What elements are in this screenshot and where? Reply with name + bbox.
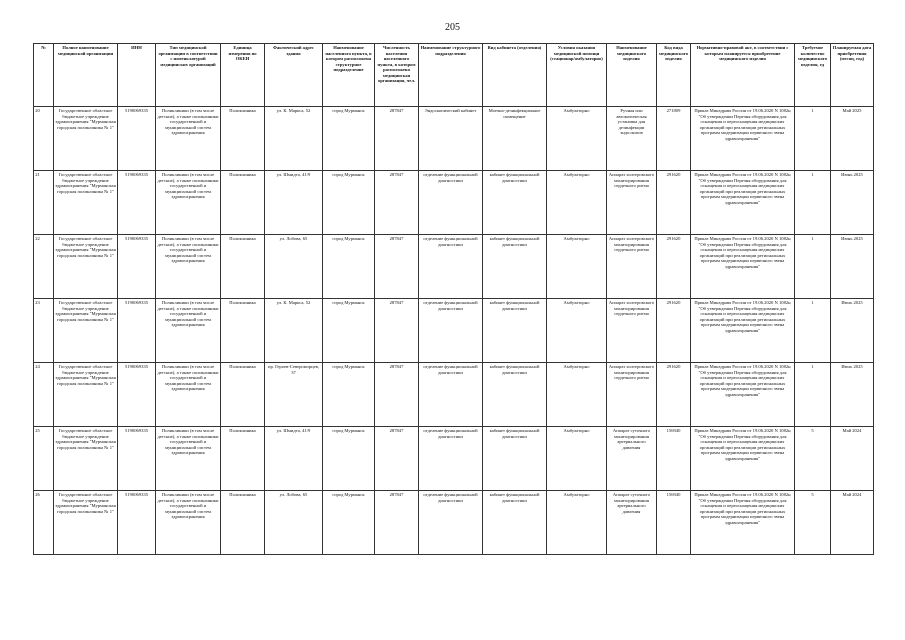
cell-cabinet: кабинет функциональной диагностики bbox=[483, 171, 547, 235]
cell-unit: Поликлиника bbox=[221, 235, 265, 299]
cell-org-type: Поликлиники (в том числе детские), а также поликлиники государственной и муниципальной систем здравоохранения bbox=[156, 299, 221, 363]
cell-cabinet: Моечно-дезинфекционное помещение bbox=[483, 107, 547, 171]
table-row bbox=[34, 299, 874, 363]
cell-unit: Поликлиника bbox=[221, 299, 265, 363]
cell-address: ул. Лобова, 65 bbox=[265, 235, 323, 299]
cell-conditions: Амбулаторно bbox=[547, 107, 607, 171]
column-header-unit: Единица измерения по ОКЕИ bbox=[221, 44, 265, 107]
cell-number: 20 bbox=[34, 107, 54, 171]
cell-inn: 5190069335 bbox=[118, 299, 156, 363]
cell-quantity: 1 bbox=[795, 363, 831, 427]
cell-device: Ручная или автоматическая установка для дезинфекции эндоскопов bbox=[607, 107, 657, 171]
cell-locality: город Мурманск bbox=[323, 427, 375, 491]
cell-legal-act: Приказ Минздрава России от 19.06.2020 N 1082н "Об утверждении Перечня оборудования для оснащения и переоснащения медицинских организаций при реализации региональных программ модернизации первичного звена здравоохранения" bbox=[691, 427, 795, 491]
column-header-org-type: Тип медицинской организации в соответствии с номенклатурой медицинских организаций bbox=[156, 44, 221, 107]
cell-unit: Поликлиника bbox=[221, 171, 265, 235]
cell-legal-act: Приказ Минздрава России от 19.06.2020 N 1082н "Об утверждении Перечня оборудования для оснащения и переоснащения медицинских организаций при реализации региональных программ модернизации первичного звена здравоохранения" bbox=[691, 363, 795, 427]
cell-address: ул. К. Маркса, 52 bbox=[265, 299, 323, 363]
cell-address: ул. Шмидта, 41/9 bbox=[265, 171, 323, 235]
cell-population: 287847 bbox=[375, 171, 419, 235]
cell-unit: Поликлиника bbox=[221, 427, 265, 491]
table-header bbox=[34, 44, 874, 107]
cell-inn: 5190069335 bbox=[118, 427, 156, 491]
cell-date: Июль 2025 bbox=[831, 299, 874, 363]
equipment-table bbox=[33, 43, 874, 555]
cell-locality: город Мурманск bbox=[323, 491, 375, 555]
cell-number: 21 bbox=[34, 171, 54, 235]
cell-date: Май 2024 bbox=[831, 427, 874, 491]
cell-conditions: Амбулаторно bbox=[547, 491, 607, 555]
cell-device-code: 291620 bbox=[657, 235, 691, 299]
column-header-locality: Наименование населенного пункта, в котором расположена структурное подразделение bbox=[323, 44, 375, 107]
cell-org-type: Поликлиники (в том числе детские), а также поликлиники государственной и муниципальной систем здравоохранения bbox=[156, 427, 221, 491]
cell-quantity: 1 bbox=[795, 171, 831, 235]
cell-number: 26 bbox=[34, 491, 54, 555]
cell-quantity: 5 bbox=[795, 427, 831, 491]
cell-address: ул. Шмидта, 41/9 bbox=[265, 427, 323, 491]
cell-inn: 5190069335 bbox=[118, 363, 156, 427]
column-header-number: № bbox=[34, 44, 54, 107]
cell-org-type: Поликлиники (в том числе детские), а также поликлиники государственной и муниципальной систем здравоохранения bbox=[156, 235, 221, 299]
table-row bbox=[34, 235, 874, 299]
cell-conditions: Амбулаторно bbox=[547, 427, 607, 491]
column-header-organization: Полное наименование медицинской организации bbox=[54, 44, 118, 107]
column-header-date: Планируемая дата приобретения (месяц, год) bbox=[831, 44, 874, 107]
cell-org-type: Поликлиники (в том числе детские), а также поликлиники государственной и муниципальной систем здравоохранения bbox=[156, 107, 221, 171]
cell-device: Аппарат холтеровского мониторирования сердечного ритма bbox=[607, 171, 657, 235]
column-header-division: Наименование структурного подразделения bbox=[419, 44, 483, 107]
column-header-inn: ИНН bbox=[118, 44, 156, 107]
cell-division: отделение функциональной диагностики bbox=[419, 427, 483, 491]
cell-quantity: 1 bbox=[795, 299, 831, 363]
table-row bbox=[34, 171, 874, 235]
cell-locality: город Мурманск bbox=[323, 363, 375, 427]
column-header-cabinet: Вид кабинета (отделения) bbox=[483, 44, 547, 107]
cell-population: 287847 bbox=[375, 107, 419, 171]
column-header-device: Наименование медицинского изделия bbox=[607, 44, 657, 107]
table-row bbox=[34, 107, 874, 171]
cell-address: ул. Лобова, 65 bbox=[265, 491, 323, 555]
cell-population: 287847 bbox=[375, 235, 419, 299]
cell-unit: Поликлиника bbox=[221, 491, 265, 555]
cell-conditions: Амбулаторно bbox=[547, 363, 607, 427]
cell-date: Июнь 2025 bbox=[831, 235, 874, 299]
cell-inn: 5190069335 bbox=[118, 235, 156, 299]
table-row bbox=[34, 491, 874, 555]
cell-legal-act: Приказ Минздрава России от 19.06.2020 N 1082н "Об утверждении Перечня оборудования для оснащения и переоснащения медицинских организаций при реализации региональных программ модернизации первичного звена здравоохранения" bbox=[691, 235, 795, 299]
cell-population: 287847 bbox=[375, 427, 419, 491]
cell-cabinet: кабинет функциональной диагностики bbox=[483, 299, 547, 363]
cell-conditions: Амбулаторно bbox=[547, 171, 607, 235]
cell-number: 23 bbox=[34, 299, 54, 363]
cell-number: 22 bbox=[34, 235, 54, 299]
table-row bbox=[34, 363, 874, 427]
cell-quantity: 1 bbox=[795, 107, 831, 171]
cell-unit: Поликлиника bbox=[221, 363, 265, 427]
cell-population: 287847 bbox=[375, 491, 419, 555]
cell-date: Май 2024 bbox=[831, 491, 874, 555]
cell-number: 24 bbox=[34, 363, 54, 427]
cell-device-code: 291620 bbox=[657, 171, 691, 235]
cell-unit: Поликлиника bbox=[221, 107, 265, 171]
cell-inn: 5190069335 bbox=[118, 171, 156, 235]
cell-date: Июнь 2025 bbox=[831, 171, 874, 235]
cell-quantity: 5 bbox=[795, 491, 831, 555]
table-row bbox=[34, 427, 874, 491]
cell-conditions: Амбулаторно bbox=[547, 299, 607, 363]
cell-organization: Государственное областное бюджетное учреждение здравоохранения "Мурманская городская поликлиника № 1" bbox=[54, 107, 118, 171]
cell-division: отделение функциональной диагностики bbox=[419, 171, 483, 235]
cell-population: 287847 bbox=[375, 363, 419, 427]
cell-inn: 5190069335 bbox=[118, 107, 156, 171]
cell-device: Аппарат холтеровского мониторирования сердечного ритма bbox=[607, 363, 657, 427]
header-row bbox=[34, 44, 874, 107]
cell-number: 25 bbox=[34, 427, 54, 491]
cell-device: Аппарат суточного мониторирования артериального давления bbox=[607, 491, 657, 555]
column-header-quantity: Требуемое количество медицинского изделия, ед bbox=[795, 44, 831, 107]
cell-device: Аппарат холтеровского мониторирования сердечного ритма bbox=[607, 235, 657, 299]
column-header-legal-act: Нормативно-правовой акт, в соответствии с которым планируется приобретение медицинского изделия bbox=[691, 44, 795, 107]
cell-locality: город Мурманск bbox=[323, 235, 375, 299]
cell-device-code: 156940 bbox=[657, 427, 691, 491]
column-header-device-code: Код вида медицинского изделия bbox=[657, 44, 691, 107]
cell-division: отделение функциональной диагностики bbox=[419, 235, 483, 299]
cell-organization: Государственное областное бюджетное учреждение здравоохранения "Мурманская городская поликлиника № 1" bbox=[54, 363, 118, 427]
cell-division: Эндоскопический кабинет bbox=[419, 107, 483, 171]
cell-org-type: Поликлиники (в том числе детские), а также поликлиники государственной и муниципальной систем здравоохранения bbox=[156, 171, 221, 235]
cell-device: Аппарат холтеровского мониторирования сердечного ритма bbox=[607, 299, 657, 363]
cell-organization: Государственное областное бюджетное учреждение здравоохранения "Мурманская городская поликлиника № 1" bbox=[54, 171, 118, 235]
cell-device-code: 291620 bbox=[657, 299, 691, 363]
cell-address: пр. Героев-Североморцев, 37 bbox=[265, 363, 323, 427]
cell-inn: 5190069335 bbox=[118, 491, 156, 555]
cell-organization: Государственное областное бюджетное учреждение здравоохранения "Мурманская городская поликлиника № 1" bbox=[54, 491, 118, 555]
cell-org-type: Поликлиники (в том числе детские), а также поликлиники государственной и муниципальной систем здравоохранения bbox=[156, 363, 221, 427]
cell-population: 287847 bbox=[375, 299, 419, 363]
cell-locality: город Мурманск bbox=[323, 107, 375, 171]
cell-cabinet: кабинет функциональной диагностики bbox=[483, 491, 547, 555]
cell-cabinet: кабинет функциональной диагностики bbox=[483, 427, 547, 491]
cell-legal-act: Приказ Минздрава России от 19.06.2020 N 1082н "Об утверждении Перечня оборудования для оснащения и переоснащения медицинских организаций при реализации региональных программ модернизации первичного звена здравоохранения" bbox=[691, 107, 795, 171]
cell-date: Май 2025 bbox=[831, 107, 874, 171]
cell-cabinet: кабинет функциональной диагностики bbox=[483, 363, 547, 427]
cell-device-code: 156940 bbox=[657, 491, 691, 555]
cell-division: отделение функциональной диагностики bbox=[419, 363, 483, 427]
cell-legal-act: Приказ Минздрава России от 19.06.2020 N 1082н "Об утверждении Перечня оборудования для оснащения и переоснащения медицинских организаций при реализации региональных программ модернизации первичного звена здравоохранения" bbox=[691, 171, 795, 235]
column-header-population: Численность населения населенного пункта, в котором расположена медицинская организация, чел. bbox=[375, 44, 419, 107]
cell-address: ул. К. Маркса, 52 bbox=[265, 107, 323, 171]
cell-division: отделение функциональной диагностики bbox=[419, 491, 483, 555]
cell-locality: город Мурманск bbox=[323, 299, 375, 363]
cell-legal-act: Приказ Минздрава России от 19.06.2020 N 1082н "Об утверждении Перечня оборудования для оснащения и переоснащения медицинских организаций при реализации региональных программ модернизации первичного звена здравоохранения" bbox=[691, 299, 795, 363]
cell-organization: Государственное областное бюджетное учреждение здравоохранения "Мурманская городская поликлиника № 1" bbox=[54, 299, 118, 363]
cell-cabinet: кабинет функциональной диагностики bbox=[483, 235, 547, 299]
cell-organization: Государственное областное бюджетное учреждение здравоохранения "Мурманская городская поликлиника № 1" bbox=[54, 235, 118, 299]
column-header-address: Фактический адрес здания bbox=[265, 44, 323, 107]
cell-quantity: 1 bbox=[795, 235, 831, 299]
cell-conditions: Амбулаторно bbox=[547, 235, 607, 299]
cell-legal-act: Приказ Минздрава России от 19.06.2020 N 1082н "Об утверждении Перечня оборудования для оснащения и переоснащения медицинских организаций при реализации региональных программ модернизации первичного звена здравоохранения" bbox=[691, 491, 795, 555]
cell-device-code: 271809 bbox=[657, 107, 691, 171]
cell-division: отделение функциональной диагностики bbox=[419, 299, 483, 363]
cell-org-type: Поликлиники (в том числе детские), а также поликлиники государственной и муниципальной систем здравоохранения bbox=[156, 491, 221, 555]
page-number: 205 bbox=[445, 22, 460, 33]
cell-device-code: 291620 bbox=[657, 363, 691, 427]
column-header-conditions: Условия оказания медицинской помощи (стационар/амбулаторно) bbox=[547, 44, 607, 107]
cell-locality: город Мурманск bbox=[323, 171, 375, 235]
cell-organization: Государственное областное бюджетное учреждение здравоохранения "Мурманская городская поликлиника № 1" bbox=[54, 427, 118, 491]
table-body bbox=[34, 107, 874, 555]
cell-device: Аппарат суточного мониторирования артериального давления bbox=[607, 427, 657, 491]
cell-date: Июль 2025 bbox=[831, 363, 874, 427]
